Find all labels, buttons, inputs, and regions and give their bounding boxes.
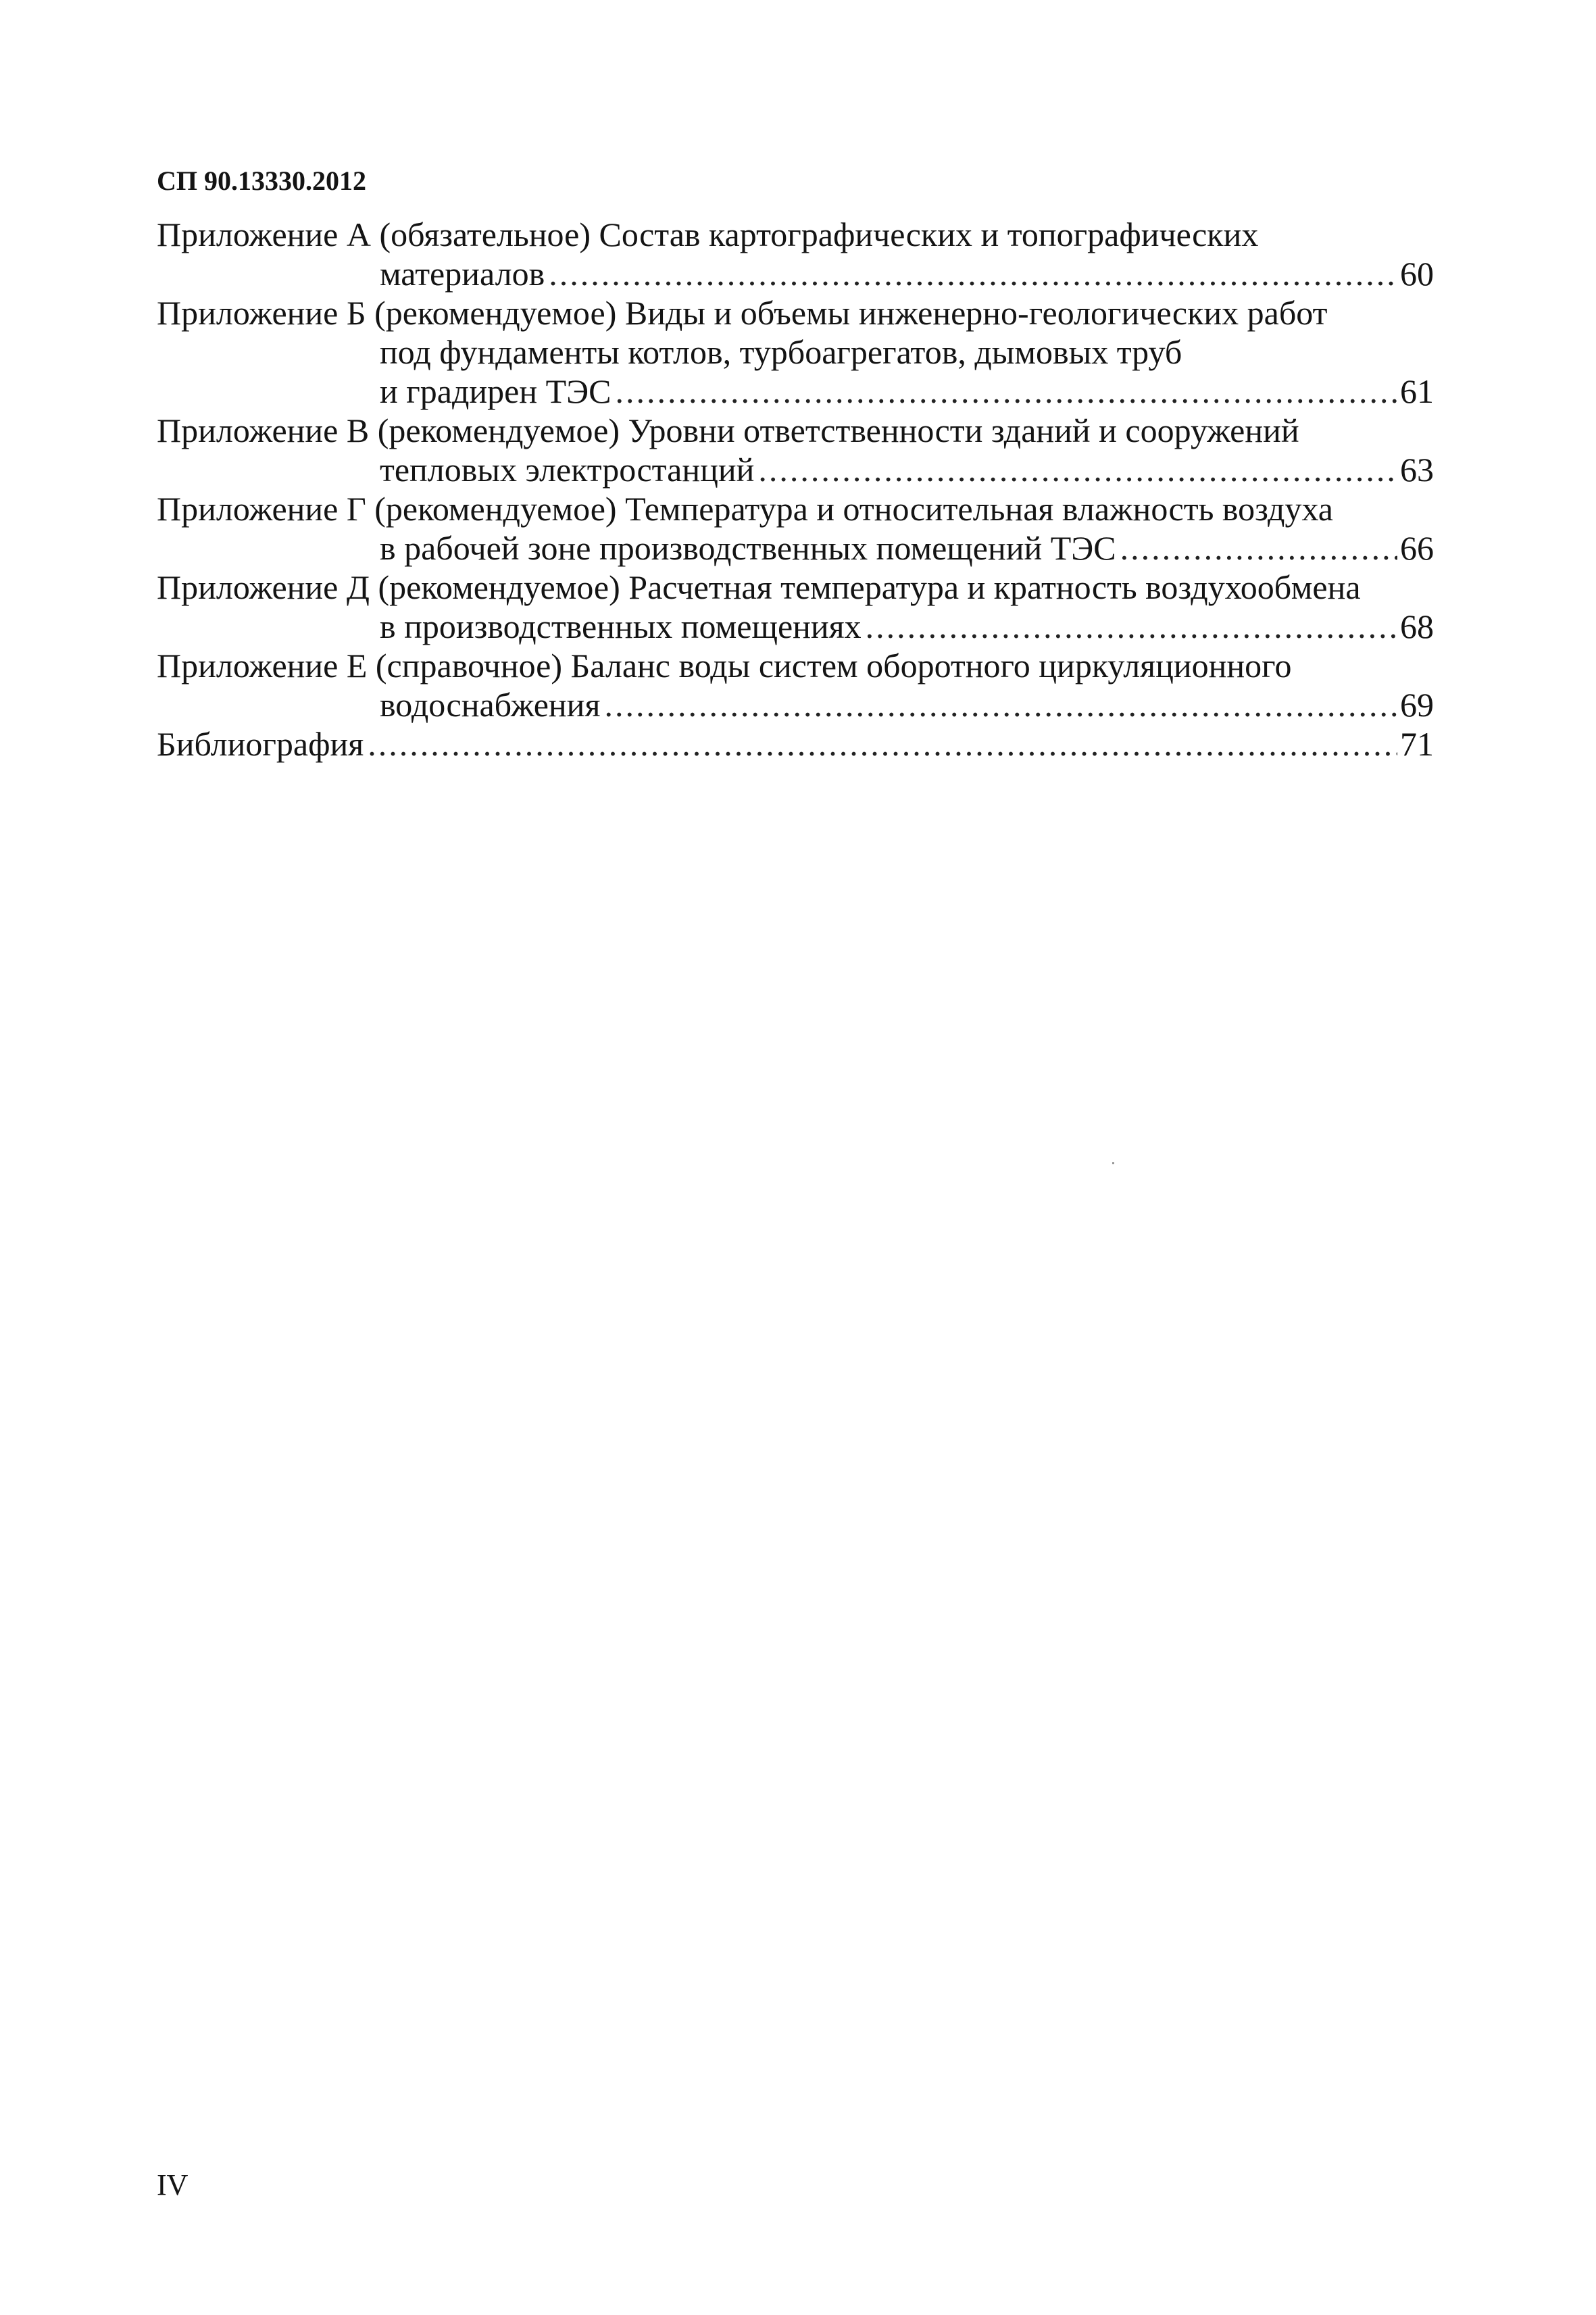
toc-page-number: 68 [1400, 607, 1434, 645]
toc-dot-leader [866, 607, 1397, 646]
toc-entry-last-line [157, 254, 1434, 293]
toc-entry-appendix-e[interactable] [157, 646, 1434, 724]
toc-entry-appendix-d[interactable] [157, 568, 1434, 646]
toc-dot-leader [549, 254, 1397, 293]
toc-page-number: 63 [1400, 451, 1434, 489]
toc-entry-bibliography[interactable] [157, 724, 1434, 764]
table-of-contents [157, 215, 1434, 764]
toc-dot-leader [1120, 528, 1397, 568]
toc-entry-last-line [157, 450, 1434, 489]
toc-entry-last-line [157, 685, 1434, 724]
toc-entry-last-line [157, 528, 1434, 568]
toc-entry-title: Приложение Г (рекомендуемое) Температура и относительная влажность воздуха [157, 490, 1333, 528]
toc-entry-text: и градирен ТЭС [380, 372, 612, 410]
toc-dot-leader [368, 724, 1397, 764]
document-code-header: СП 90.13330.2012 [157, 166, 366, 196]
page-number-footer: IV [157, 2168, 189, 2201]
toc-entry-title: Приложение Б (рекомендуемое) Виды и объемы инженерно-геологических работ [157, 294, 1328, 332]
toc-entry-appendix-g[interactable] [157, 489, 1434, 568]
toc-entry-text: под фундаменты котлов, турбоагрегатов, дымовых труб [380, 333, 1182, 371]
toc-page-number: 60 [1400, 255, 1434, 293]
toc-entry-last-line [157, 372, 1434, 411]
toc-entry-title: Приложение Е (справочное) Баланс воды систем оборотного циркуляционного [157, 647, 1292, 684]
toc-entry-appendix-b[interactable] [157, 293, 1434, 411]
toc-entry-text: в производственных помещениях [380, 607, 862, 645]
toc-dot-leader [758, 450, 1397, 489]
toc-page-number: 66 [1400, 529, 1434, 567]
toc-entry-text: тепловых электростанций [380, 451, 755, 489]
toc-entry-text: материалов [380, 255, 545, 293]
toc-page-number: 61 [1400, 372, 1434, 410]
toc-entry-last-line [157, 607, 1434, 646]
toc-entry-text: Библиография [157, 725, 364, 763]
toc-entry-appendix-a[interactable] [157, 215, 1434, 293]
toc-entry-text: в рабочей зоне производственных помещений ТЭС [380, 529, 1116, 567]
toc-entry-title: Приложение В (рекомендуемое) Уровни ответственности зданий и сооружений [157, 412, 1299, 449]
toc-entry-text: водоснабжения [380, 686, 601, 724]
toc-entry-last-line [157, 724, 1434, 764]
toc-dot-leader [616, 372, 1397, 411]
scan-speck [1112, 1162, 1114, 1164]
toc-page-number: 69 [1400, 686, 1434, 724]
toc-page-number: 71 [1400, 725, 1434, 763]
toc-entry-title: Приложение А (обязательное) Состав картографических и топографических [157, 216, 1259, 253]
toc-entry-appendix-v[interactable] [157, 411, 1434, 489]
toc-entry-title: Приложение Д (рекомендуемое) Расчетная температура и кратность воздухообмена [157, 568, 1361, 606]
toc-dot-leader [604, 685, 1397, 724]
